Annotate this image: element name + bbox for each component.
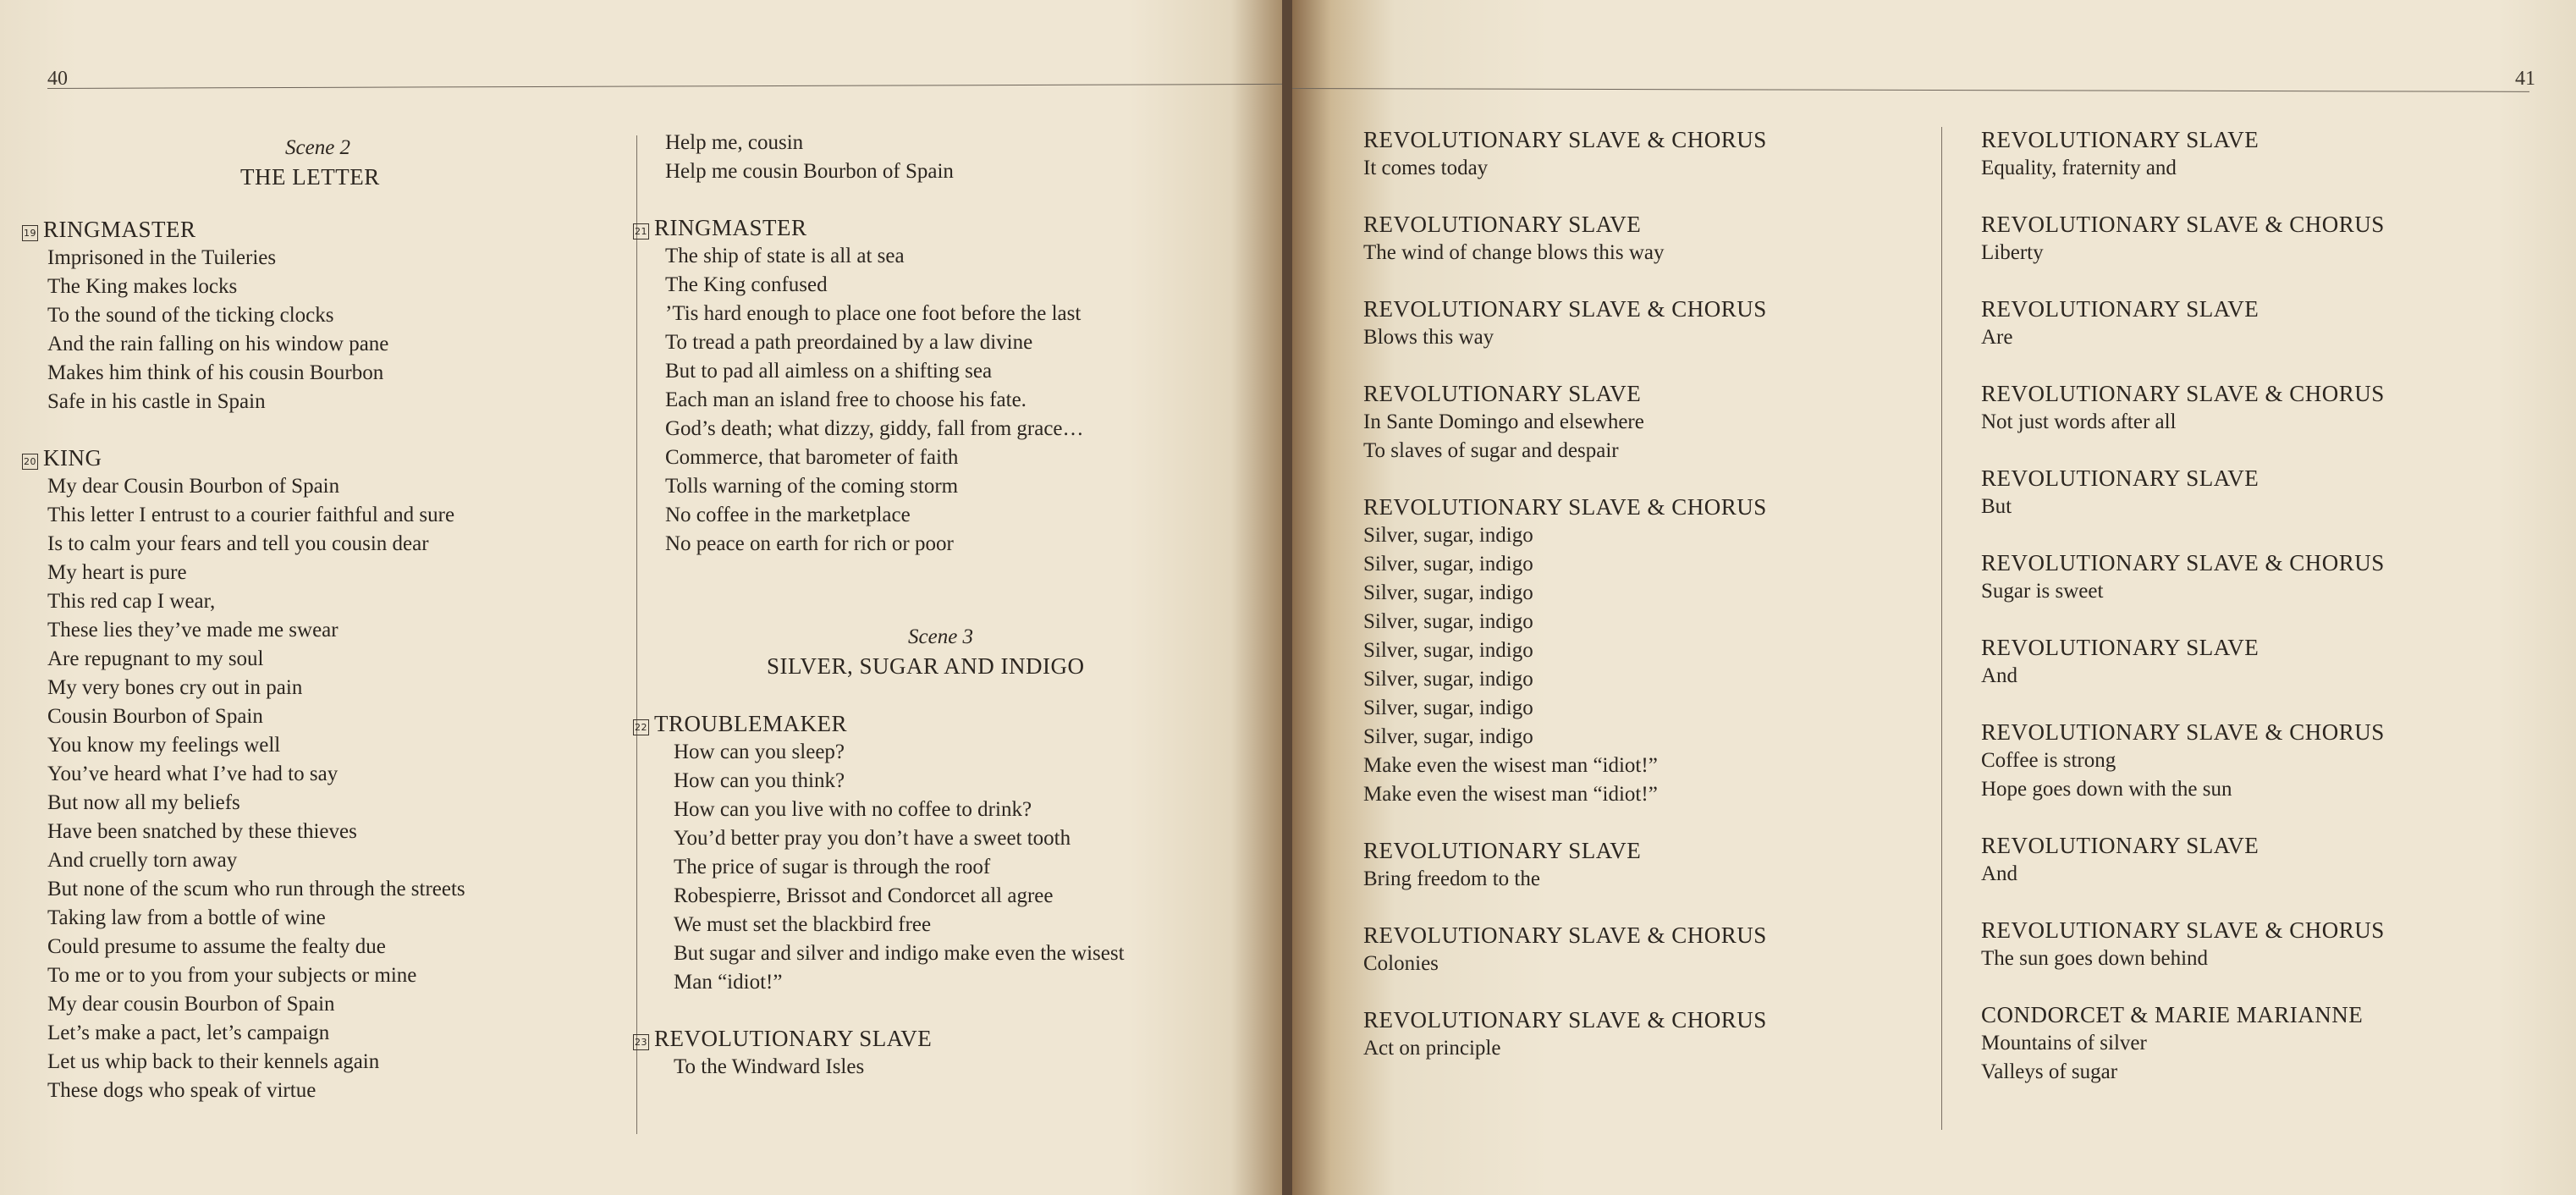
speaker-line: [1363, 921, 1939, 950]
dialogue-blocks: [22, 215, 614, 1105]
dialogue-block: [1363, 836, 1939, 894]
speaker-name: TROUBLEMAKER: [654, 711, 847, 736]
speaker-name: REVOLUTIONARY SLAVE & CHORUS: [1363, 1007, 1767, 1033]
dialogue-block: [1981, 210, 2557, 267]
lyric-line: Let’s make a pact, let’s campaign: [47, 1022, 330, 1044]
lyric-lines: [1363, 865, 1939, 894]
speaker-name: REVOLUTIONARY SLAVE: [1981, 635, 2260, 660]
scene-label: Scene 2: [285, 136, 351, 159]
speaker-name: REVOLUTIONARY SLAVE: [1981, 127, 2260, 152]
lyric-line: Silver, sugar, indigo: [1363, 668, 1533, 691]
lyric-line: To slaves of sugar and despair: [1363, 439, 1619, 462]
lyric-lines: [1363, 154, 1939, 183]
lyric-line: My heart is pure: [47, 561, 187, 584]
speaker-name: CONDORCET & MARIE MARIANNE: [1981, 1002, 2364, 1027]
speaker-line: [1981, 295, 2557, 323]
lyric-line: Hope goes down with the sun: [1981, 778, 2232, 801]
lyric-lines: [1981, 746, 2557, 804]
speaker-line: [1363, 1005, 1939, 1034]
speaker-name: REVOLUTIONARY SLAVE: [1363, 212, 1642, 237]
lyric-line: The wind of change blows this way: [1363, 241, 1665, 264]
lyric-lines: [1981, 239, 2557, 267]
lyric-line: But none of the scum who run through the streets: [47, 878, 465, 900]
lyric-line: Are repugnant to my soul: [47, 647, 264, 670]
lyric-line: But: [1981, 495, 2012, 518]
lyric-line: Act on principle: [1363, 1037, 1501, 1060]
lyric-line: We must set the blackbird free: [674, 913, 932, 936]
track-number-icon: 22: [633, 719, 649, 735]
lyric-line: Could presume to assume the fealty due: [47, 935, 386, 958]
lyric-line: Silver, sugar, indigo: [1363, 581, 1533, 604]
lyric-lines: [1981, 323, 2557, 352]
dialogue-blocks: [633, 709, 1259, 1082]
speaker-line: [1981, 831, 2557, 860]
dialogue-block: [1981, 464, 2557, 521]
lyric-line: This letter I entrust to a courier faithful and sure: [47, 504, 455, 526]
lyric-line: The King confused: [665, 273, 828, 296]
lyric-lines: [1363, 950, 1939, 978]
speaker-name: REVOLUTIONARY SLAVE: [1981, 465, 2260, 491]
lyric-lines: [1363, 408, 1939, 465]
lyric-line: These lies they’ve made me swear: [47, 619, 339, 642]
lyric-line: Make even the wisest man “idiot!”: [1363, 783, 1658, 806]
dialogue-block: [633, 213, 1259, 559]
lyric-line: The King makes locks: [47, 275, 238, 298]
lyric-lines: [1981, 662, 2557, 691]
header-rule-left: [47, 84, 1282, 89]
speaker-line: [1981, 464, 2557, 493]
speaker-line: [633, 213, 1259, 242]
lyric-line: You know my feelings well: [47, 734, 281, 757]
header-rule-right: [1292, 88, 2529, 92]
track-number-icon: 21: [633, 223, 649, 240]
speaker-line: [1981, 548, 2557, 577]
speaker-name: REVOLUTIONARY SLAVE & CHORUS: [1981, 917, 2385, 943]
dialogue-block: [1981, 831, 2557, 889]
lyric-line: Help me cousin Bourbon of Spain: [665, 160, 954, 183]
scene-label: Scene 3: [908, 625, 974, 648]
speaker-name: REVOLUTIONARY SLAVE & CHORUS: [1981, 381, 2385, 406]
dialogue-block: [1981, 1000, 2557, 1087]
lyric-line: And the rain falling on his window pane: [47, 333, 389, 355]
speaker-name: REVOLUTIONARY SLAVE & CHORUS: [1363, 494, 1767, 520]
lyric-lines: [633, 242, 1259, 559]
lyric-lines: [1981, 408, 2557, 437]
speaker-line: [1981, 633, 2557, 662]
lyric-line: Is to calm your fears and tell you cousin dear: [47, 532, 429, 555]
lyric-line: These dogs who speak of virtue: [47, 1079, 316, 1102]
lyric-line: Man “idiot!”: [674, 971, 783, 994]
lyric-line: It comes today: [1363, 157, 1489, 179]
track-number-icon: 19: [22, 225, 38, 241]
lyric-line: Commerce, that barometer of faith: [665, 446, 959, 469]
speaker-line: [22, 215, 614, 244]
speaker-name: REVOLUTIONARY SLAVE & CHORUS: [1981, 719, 2385, 745]
lyric-line: Taking law from a bottle of wine: [47, 906, 326, 929]
speaker-line: [1363, 210, 1939, 239]
speaker-name: RINGMASTER: [43, 217, 196, 242]
dialogue-block: [633, 709, 1259, 997]
speaker-line: [1363, 493, 1939, 521]
page-number-left: 40: [47, 68, 68, 90]
dialogue-block: [633, 1024, 1259, 1082]
column-divider-right: [1941, 127, 1942, 1130]
lyric-line: Mountains of silver: [1981, 1032, 2147, 1055]
speaker-line: [1363, 295, 1939, 323]
lyric-line: To the Windward Isles: [674, 1055, 865, 1078]
lyric-line: My very bones cry out in pain: [47, 676, 303, 699]
lyric-line: But sugar and silver and indigo make even the wisest: [674, 942, 1125, 965]
dialogue-block: [1981, 125, 2557, 183]
speaker-line: [1981, 379, 2557, 408]
lyric-lines: [633, 1053, 1259, 1082]
track-number-icon: 20: [22, 454, 38, 470]
dialogue-block: [1363, 1005, 1939, 1063]
speaker-name: REVOLUTIONARY SLAVE: [1981, 833, 2260, 858]
speaker-line: [1363, 836, 1939, 865]
lyric-line: But to pad all aimless on a shifting sea: [665, 360, 993, 383]
speaker-line: [1981, 718, 2557, 746]
lyric-line: The sun goes down behind: [1981, 947, 2209, 970]
scene-title: SILVER, SUGAR AND INDIGO: [767, 653, 1085, 679]
lyric-line: How can you think?: [674, 769, 845, 792]
page-number-right: 41: [2515, 68, 2535, 90]
lyric-line: My dear Cousin Bourbon of Spain: [47, 475, 340, 498]
dialogue-block: [22, 443, 614, 1105]
lyric-lines: [1981, 493, 2557, 521]
dialogue-block: [1363, 210, 1939, 267]
lyric-line: The ship of state is all at sea: [665, 245, 905, 267]
lyric-lines: [1981, 944, 2557, 973]
lyric-line: To tread a path preordained by a law divine: [665, 331, 1033, 354]
right-column-2: [1981, 125, 2557, 1114]
lyric-line: Colonies: [1363, 952, 1439, 975]
speaker-line: [633, 709, 1259, 738]
lyric-lines: [633, 738, 1259, 997]
lyric-line: No peace on earth for rich or poor: [665, 532, 954, 555]
lyric-lines: [1363, 239, 1939, 267]
lyric-lines: [1363, 1034, 1939, 1063]
lyric-lines: [1981, 154, 2557, 183]
lyric-line: How can you live with no coffee to drink?: [674, 798, 1032, 821]
dialogue-block: [1981, 633, 2557, 691]
left-page: [0, 0, 1282, 1195]
speaker-name: REVOLUTIONARY SLAVE & CHORUS: [1981, 212, 2385, 237]
speaker-line: [1981, 1000, 2557, 1029]
lyric-line: Sugar is sweet: [1981, 580, 2104, 603]
lyric-line: Safe in his castle in Spain: [47, 390, 266, 413]
lyric-line: Imprisoned in the Tuileries: [47, 246, 277, 269]
speaker-line: [1981, 125, 2557, 154]
lyric-line: To me or to you from your subjects or mine: [47, 964, 417, 987]
lyric-line: But now all my beliefs: [47, 791, 240, 814]
lyric-line: Silver, sugar, indigo: [1363, 697, 1533, 719]
speaker-line: [1363, 379, 1939, 408]
speaker-line: [1981, 916, 2557, 944]
lyric-line: How can you sleep?: [674, 741, 845, 763]
lyric-line: And cruelly torn away: [47, 849, 238, 872]
lyric-line: Let us whip back to their kennels again: [47, 1050, 380, 1073]
dialogue-block: [1981, 379, 2557, 437]
lyric-line: Equality, fraternity and: [1981, 157, 2177, 179]
speaker-name: KING: [43, 445, 102, 471]
dialogue-block: [1363, 295, 1939, 352]
lyric-line: Coffee is strong: [1981, 749, 2116, 772]
lyric-line: Are: [1981, 326, 2013, 349]
lyric-line: Blows this way: [1363, 326, 1494, 349]
speaker-line: [22, 443, 614, 472]
lyric-line: And: [1981, 862, 2018, 885]
dialogue-block: [1981, 916, 2557, 973]
lyric-line: And: [1981, 664, 2018, 687]
lyric-line: Help me, cousin: [665, 131, 804, 154]
speaker-name: REVOLUTIONARY SLAVE: [1363, 838, 1642, 863]
lyric-line: This red cap I wear,: [47, 590, 216, 613]
left-column-2: [633, 129, 1259, 1109]
left-column-1: [22, 134, 614, 1132]
lyric-line: In Sante Domingo and elsewhere: [1363, 410, 1644, 433]
lyric-line: Cousin Bourbon of Spain: [47, 705, 263, 728]
scene-title: THE LETTER: [240, 164, 380, 190]
lyric-line: Silver, sugar, indigo: [1363, 524, 1533, 547]
speaker-name: REVOLUTIONARY SLAVE: [1981, 296, 2260, 322]
lyric-line: You’d better pray you don’t have a sweet tooth: [674, 827, 1071, 850]
speaker-name: REVOLUTIONARY SLAVE & CHORUS: [1981, 550, 2385, 575]
lyric-lines: [1363, 521, 1939, 809]
lyric-line: Tolls warning of the coming storm: [665, 475, 959, 498]
right-page: [1292, 0, 2576, 1195]
lyric-lines: [1981, 1029, 2557, 1087]
lyric-line: You’ve heard what I’ve had to say: [47, 763, 339, 785]
lyric-line: Bring freedom to the: [1363, 867, 1540, 890]
lyric-line: Valleys of sugar: [1981, 1060, 2118, 1083]
speaker-line: [633, 1024, 1259, 1053]
lyric-line: Silver, sugar, indigo: [1363, 725, 1533, 748]
dialogue-block: [1981, 295, 2557, 352]
lyric-line: Liberty: [1981, 241, 2044, 264]
lyric-line: Makes him think of his cousin Bourbon: [47, 361, 384, 384]
dialogue-block: [1363, 921, 1939, 978]
track-number-icon: 23: [633, 1034, 649, 1050]
speaker-line: [1981, 210, 2557, 239]
dialogue-block: [1363, 493, 1939, 809]
lyric-lines: [1363, 323, 1939, 352]
speaker-name: REVOLUTIONARY SLAVE & CHORUS: [1363, 922, 1767, 948]
lyric-line: Each man an island free to choose his fate.: [665, 388, 1027, 411]
lyric-line: The price of sugar is through the roof: [674, 856, 991, 878]
dialogue-block: [22, 215, 614, 416]
lyric-line: Silver, sugar, indigo: [1363, 610, 1533, 633]
lyric-line: Silver, sugar, indigo: [1363, 639, 1533, 662]
lyric-lines: [1981, 860, 2557, 889]
dialogue-block: [1363, 379, 1939, 465]
speaker-name: RINGMASTER: [654, 215, 807, 240]
speaker-name: REVOLUTIONARY SLAVE & CHORUS: [1363, 127, 1767, 152]
dialogue-block: [1981, 548, 2557, 606]
dialogue-block: [1363, 125, 1939, 183]
lyric-line: Robespierre, Brissot and Condorcet all agree: [674, 884, 1054, 907]
lyric-line: No coffee in the marketplace: [665, 504, 911, 526]
dialogue-block: [1981, 718, 2557, 804]
dialogue-blocks: [633, 213, 1259, 559]
lyric-line: Have been snatched by these thieves: [47, 820, 357, 843]
lyric-line: ’Tis hard enough to place one foot before the last: [665, 302, 1082, 325]
lyric-lines: [1981, 577, 2557, 606]
lyric-line: My dear cousin Bourbon of Spain: [47, 993, 335, 1016]
lyric-lines: [22, 472, 614, 1105]
lyric-line: Silver, sugar, indigo: [1363, 553, 1533, 575]
speaker-name: REVOLUTIONARY SLAVE: [1363, 381, 1642, 406]
intro-lines: [633, 129, 1259, 186]
speaker-name: REVOLUTIONARY SLAVE: [654, 1026, 933, 1051]
lyric-line: God’s death; what dizzy, giddy, fall from grace…: [665, 417, 1084, 440]
speaker-line: [1363, 125, 1939, 154]
lyric-line: Make even the wisest man “idiot!”: [1363, 754, 1658, 777]
lyric-line: To the sound of the ticking clocks: [47, 304, 334, 327]
speaker-name: REVOLUTIONARY SLAVE & CHORUS: [1363, 296, 1767, 322]
lyric-line: Not just words after all: [1981, 410, 2177, 433]
right-column-1: [1363, 125, 1939, 1090]
lyric-lines: [22, 244, 614, 416]
